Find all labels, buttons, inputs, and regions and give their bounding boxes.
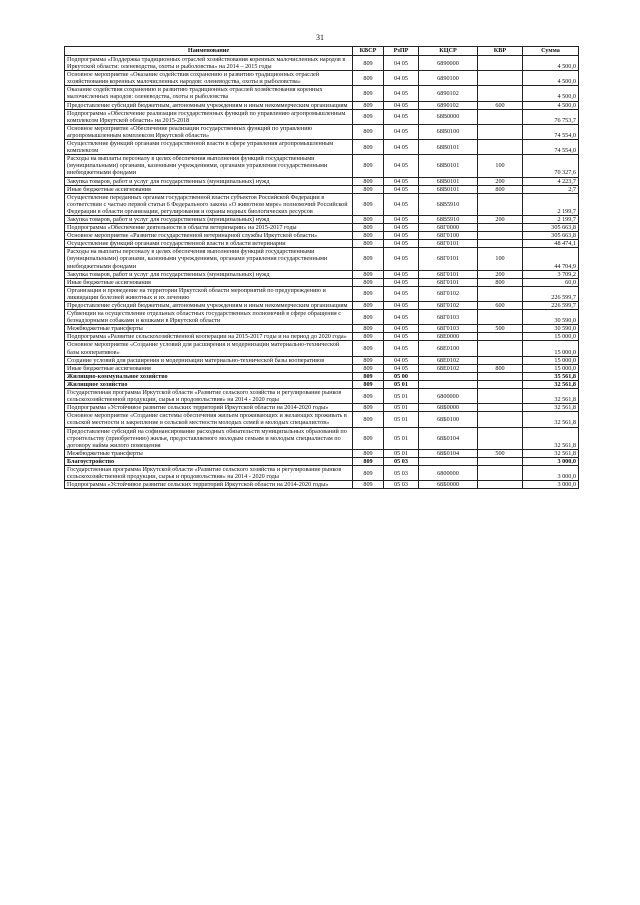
cell-name: Создание условий для расширения и модернизации материально-технической базы кооперативов — [65, 356, 353, 364]
table-row — [65, 224, 579, 232]
table-row — [65, 286, 579, 301]
cell-kvr: 800 — [478, 185, 523, 193]
cell-name: Подпрограмма «Обеспечение реализации государственных функций по управлению агропромышленным комплексом Иркутской области» на 2015-2018 — [65, 109, 353, 124]
cell-rzpr: 04 05 — [384, 101, 419, 109]
cell-sum: 30 590,0 — [523, 310, 579, 325]
table-row — [65, 325, 579, 333]
cell-name: Основное мероприятие «Создание условий для расширения и модернизации материально-технической базы кооперативов» — [65, 341, 353, 356]
cell-rzpr: 04 05 — [384, 240, 419, 248]
table-row — [65, 155, 579, 177]
cell-sum: 76 753,7 — [523, 109, 579, 124]
cell-rzpr: 04 05 — [384, 109, 419, 124]
cell-name: Осуществление переданных органам государственной власти субъектов Российской Федерации в соответствии с частью первой статьи 6 Федерального закона «О животном мире» полномочий Российской Федерации в области организации, регулирования и охраны водных биологических ресурсов — [65, 193, 353, 215]
header-sum: Сумма — [523, 47, 579, 56]
table-row — [65, 481, 579, 489]
cell-rzpr: 04 05 — [384, 185, 419, 193]
cell-kvsr: 809 — [353, 240, 384, 248]
cell-kcsr: 68E0102 — [419, 356, 478, 364]
cell-name: Иные бюджетные ассигнования — [65, 364, 353, 372]
cell-kcsr: 68Г0101 — [419, 240, 478, 248]
table-header-row — [65, 47, 579, 56]
cell-name: Подпрограмма «Развитие сельскохозяйственной кооперации на 2015-2017 годы и на период до 2020 года» — [65, 333, 353, 341]
cell-name: Подпрограмма «Устойчивое развитие сельских территорий Иркутской области на 2014-2020 годы» — [65, 404, 353, 412]
cell-kvr — [478, 389, 523, 404]
cell-kvsr: 809 — [353, 333, 384, 341]
cell-kvsr: 809 — [353, 364, 384, 372]
cell-name: Расходы на выплаты персоналу в целях обеспечения выполнения функций государственными (муниципальными) органами, казенными учреждениями, органами управления государственными внебюджетными фондами — [65, 155, 353, 177]
cell-rzpr: 04 05 — [384, 286, 419, 301]
cell-sum: 4 500,0 — [523, 86, 579, 101]
cell-kvsr: 809 — [353, 215, 384, 223]
cell-sum: 15 000,0 — [523, 341, 579, 356]
cell-name: Закупка товаров, работ и услуг для государственных (муниципальных) нужд — [65, 215, 353, 223]
table-row — [65, 270, 579, 278]
cell-sum: 3 000,0 — [523, 465, 579, 480]
cell-kvsr: 809 — [353, 457, 384, 465]
cell-kvsr: 809 — [353, 449, 384, 457]
cell-rzpr: 05 01 — [384, 427, 419, 449]
cell-kvsr: 809 — [353, 86, 384, 101]
cell-kvr — [478, 465, 523, 480]
cell-kvr: 100 — [478, 155, 523, 177]
cell-name: Закупка товаров, работ и услуг для государственных (муниципальных) нужд — [65, 177, 353, 185]
cell-kcsr: 68E0100 — [419, 341, 478, 356]
page-number: 31 — [316, 33, 324, 42]
cell-rzpr: 04 05 — [384, 325, 419, 333]
table-row — [65, 449, 579, 457]
cell-kvsr: 809 — [353, 356, 384, 364]
cell-kvsr: 809 — [353, 380, 384, 388]
cell-name: Предоставление субсидий на софинансирование расходных обязательств муниципальных образований по строительству (приобретению) жилья, предоставляемого молодым семьям и молодым специалистам по договору найма жилого помещения — [65, 427, 353, 449]
cell-kvr — [478, 286, 523, 301]
cell-name: Подпрограмма «Устойчивое развитие сельских территорий Иркутской области на 2014-2020 годы» — [65, 481, 353, 489]
cell-kcsr: 68Г0000 — [419, 224, 478, 232]
cell-kvsr: 809 — [353, 302, 384, 310]
cell-kvsr: 809 — [353, 341, 384, 356]
cell-kvr — [478, 356, 523, 364]
cell-kvsr: 809 — [353, 232, 384, 240]
cell-rzpr: 05 03 — [384, 465, 419, 480]
table-row — [65, 248, 579, 270]
table-row — [65, 177, 579, 185]
cell-kvr — [478, 412, 523, 427]
table-row — [65, 56, 579, 71]
cell-name: Жилищно-коммунальное хозяйство — [65, 372, 353, 380]
cell-sum: 305 663,8 — [523, 224, 579, 232]
cell-sum: 30 590,0 — [523, 325, 579, 333]
table-row — [65, 278, 579, 286]
cell-kcsr: 68Б0104 — [419, 427, 478, 449]
cell-kvr — [478, 333, 523, 341]
cell-kvr — [478, 232, 523, 240]
cell-kvr — [478, 341, 523, 356]
table-row — [65, 185, 579, 193]
cell-kcsr: 6890000 — [419, 56, 478, 71]
cell-name: Государственная программа Иркутской области «Развитие сельского хозяйства и регулирование рынков сельскохозяйственной продукции, сырья и продовольствия» на 2014 - 2020 годы — [65, 389, 353, 404]
cell-kvsr: 809 — [353, 389, 384, 404]
table-body — [65, 56, 579, 489]
cell-kvr — [478, 109, 523, 124]
cell-rzpr: 05 00 — [384, 372, 419, 380]
cell-kcsr: 68B0101 — [419, 177, 478, 185]
cell-sum: 44 704,9 — [523, 248, 579, 270]
cell-kvsr: 809 — [353, 177, 384, 185]
cell-sum: 32 561,8 — [523, 449, 579, 457]
cell-kcsr: 68Г0101 — [419, 270, 478, 278]
cell-kvsr: 809 — [353, 310, 384, 325]
cell-kvsr: 809 — [353, 71, 384, 86]
table-row — [65, 140, 579, 155]
table-row — [65, 465, 579, 480]
cell-name: Осуществление функций органами государственной власти в области ветеринарии — [65, 240, 353, 248]
cell-sum: 35 561,8 — [523, 372, 579, 380]
cell-rzpr: 04 05 — [384, 155, 419, 177]
cell-kvsr: 809 — [353, 278, 384, 286]
cell-kvr — [478, 193, 523, 215]
cell-kcsr: 68Г0102 — [419, 302, 478, 310]
cell-sum: 4 500,0 — [523, 101, 579, 109]
cell-name: Осуществление функций органами государственной власти в сфере управления агропромышленным комплексом — [65, 140, 353, 155]
cell-kvsr: 809 — [353, 412, 384, 427]
cell-kcsr: 68Б0100 — [419, 412, 478, 427]
cell-rzpr: 04 05 — [384, 193, 419, 215]
cell-kvsr: 809 — [353, 248, 384, 270]
cell-rzpr: 04 05 — [384, 333, 419, 341]
cell-name: Основное мероприятие «Обеспечение реализации государственных функций по управлению агропромышленным комплексом Иркутской области» — [65, 124, 353, 139]
cell-rzpr: 04 05 — [384, 177, 419, 185]
cell-name: Основное мероприятие «Развитие государственной ветеринарной службы Иркутской области» — [65, 232, 353, 240]
cell-kcsr: 68B0000 — [419, 109, 478, 124]
cell-kcsr: 68Б0000 — [419, 481, 478, 489]
cell-kvr — [478, 380, 523, 388]
table-row — [65, 427, 579, 449]
cell-name: Субвенции на осуществление отдельных областных государственных полномочий в сфере обращения с безнадзорными собаками и кошками в Иркутской области — [65, 310, 353, 325]
cell-name: Расходы на выплаты персоналу в целях обеспечения выполнения функций государственными (муниципальными) органами, казенными учреждениями, органами управления государственными внебюджетными фондами — [65, 248, 353, 270]
table-row — [65, 310, 579, 325]
cell-name: Предоставление субсидий бюджетным, автономным учреждениям и иным некоммерческим организациям — [65, 101, 353, 109]
table-row — [65, 364, 579, 372]
table-row — [65, 404, 579, 412]
cell-kcsr: 68Г0103 — [419, 310, 478, 325]
cell-sum: 2 199,7 — [523, 193, 579, 215]
cell-kcsr: 68Б0104 — [419, 449, 478, 457]
table-row — [65, 124, 579, 139]
table-row — [65, 412, 579, 427]
cell-kvsr: 809 — [353, 270, 384, 278]
cell-kcsr: 68E0102 — [419, 364, 478, 372]
cell-sum: 4 500,0 — [523, 56, 579, 71]
cell-rzpr: 04 05 — [384, 302, 419, 310]
cell-rzpr: 05 01 — [384, 412, 419, 427]
cell-name: Оказание содействия сохранению и развитию традиционных отраслей хозяйствования коренных малочисленных народов: оленеводства, охоты и рыболовства — [65, 86, 353, 101]
header-name: Наименование — [65, 47, 353, 56]
cell-kvr — [478, 404, 523, 412]
cell-sum: 32 561,8 — [523, 389, 579, 404]
cell-kvr: 800 — [478, 364, 523, 372]
cell-rzpr: 04 05 — [384, 232, 419, 240]
cell-rzpr: 04 05 — [384, 270, 419, 278]
cell-kcsr: 6890102 — [419, 101, 478, 109]
cell-kcsr: 68Г0100 — [419, 232, 478, 240]
cell-name: Благоустройство — [65, 457, 353, 465]
cell-sum: 3 709,2 — [523, 270, 579, 278]
cell-sum: 15 000,0 — [523, 333, 579, 341]
cell-rzpr: 04 05 — [384, 278, 419, 286]
cell-kcsr: 6800000 — [419, 465, 478, 480]
cell-sum: 226 599,7 — [523, 302, 579, 310]
table-row — [65, 333, 579, 341]
cell-kvr: 200 — [478, 177, 523, 185]
cell-name: Государственная программа Иркутской области «Развитие сельского хозяйства и регулирование рынков сельскохозяйственной продукции, сырья и продовольствия» на 2014 - 2020 годы — [65, 465, 353, 480]
cell-rzpr: 04 05 — [384, 248, 419, 270]
cell-kvr: 600 — [478, 101, 523, 109]
table-row — [65, 302, 579, 310]
cell-kvr — [478, 372, 523, 380]
cell-sum: 305 663,8 — [523, 232, 579, 240]
cell-name: Подпрограмма «Поддержка традиционных отраслей хозяйствования коренных малочисленных народов в Иркутской области: оленеводства, охоты и рыболовства» на 2014 – 2015 годы — [65, 56, 353, 71]
cell-kvsr: 809 — [353, 372, 384, 380]
cell-sum: 3 000,0 — [523, 457, 579, 465]
cell-rzpr: 05 03 — [384, 457, 419, 465]
cell-name: Иные бюджетные ассигнования — [65, 185, 353, 193]
cell-kcsr: 6890100 — [419, 71, 478, 86]
cell-kcsr: 68E0000 — [419, 333, 478, 341]
cell-kcsr: 68Г0102 — [419, 286, 478, 301]
cell-sum: 226 599,7 — [523, 286, 579, 301]
cell-rzpr: 05 01 — [384, 389, 419, 404]
cell-sum: 15 000,0 — [523, 356, 579, 364]
table-row — [65, 193, 579, 215]
cell-sum: 32 561,8 — [523, 380, 579, 388]
cell-kvr: 200 — [478, 215, 523, 223]
cell-name: Жилищное хозяйство — [65, 380, 353, 388]
cell-kvsr: 809 — [353, 101, 384, 109]
cell-name: Иные бюджетные ассигнования — [65, 278, 353, 286]
cell-kcsr: 68B0101 — [419, 155, 478, 177]
cell-kvsr: 809 — [353, 140, 384, 155]
cell-rzpr: 04 05 — [384, 215, 419, 223]
cell-kvsr: 809 — [353, 193, 384, 215]
cell-rzpr: 04 05 — [384, 86, 419, 101]
header-kvsr: КВСР — [353, 47, 384, 56]
cell-sum: 15 000,0 — [523, 364, 579, 372]
cell-sum: 60,0 — [523, 278, 579, 286]
cell-name: Основное мероприятие «Создание системы обеспечения жильем проживающих и желающих проживать в сельской местности и закрепление в сельской местности молодых семей и молодых специалистов» — [65, 412, 353, 427]
cell-rzpr: 04 05 — [384, 356, 419, 364]
table-row — [65, 380, 579, 388]
cell-kvr — [478, 56, 523, 71]
cell-kvr — [478, 240, 523, 248]
cell-name: Организация и проведение на территории Иркутской области мероприятий по предупреждению и ликвидации болезней животных и их лечению — [65, 286, 353, 301]
cell-kvsr: 809 — [353, 124, 384, 139]
cell-sum: 74 554,0 — [523, 124, 579, 139]
cell-sum: 48 474,1 — [523, 240, 579, 248]
cell-kvr — [478, 481, 523, 489]
cell-rzpr: 04 05 — [384, 124, 419, 139]
cell-kvsr: 809 — [353, 155, 384, 177]
cell-kvr — [478, 140, 523, 155]
table-row — [65, 356, 579, 364]
cell-name: Подпрограмма «Обеспечение деятельности в области ветеринарии» на 2015-2017 годы — [65, 224, 353, 232]
cell-name: Предоставление субсидий бюджетным, автономным учреждениям и иным некоммерческим организациям — [65, 302, 353, 310]
cell-rzpr: 05 01 — [384, 380, 419, 388]
cell-sum: 2,7 — [523, 185, 579, 193]
cell-name: Основное мероприятие «Оказание содействия сохранению и развитию традиционных отраслей хозяйствования коренных малочисленных народов: оленеводства, охоты и рыболовства» — [65, 71, 353, 86]
cell-name: Межбюджетные трансферты — [65, 449, 353, 457]
table-row — [65, 457, 579, 465]
cell-name: Межбюджетные трансферты — [65, 325, 353, 333]
cell-kvsr: 809 — [353, 465, 384, 480]
cell-sum: 32 561,8 — [523, 427, 579, 449]
cell-sum: 4 500,0 — [523, 71, 579, 86]
cell-kvsr: 809 — [353, 56, 384, 71]
cell-kcsr: 68Г0103 — [419, 325, 478, 333]
cell-rzpr: 04 05 — [384, 71, 419, 86]
cell-kvsr: 809 — [353, 224, 384, 232]
cell-kvsr: 809 — [353, 109, 384, 124]
cell-kvr: 800 — [478, 278, 523, 286]
cell-rzpr: 04 05 — [384, 140, 419, 155]
cell-kcsr: 6890102 — [419, 86, 478, 101]
cell-kcsr — [419, 457, 478, 465]
header-kcsr: КЦСР — [419, 47, 478, 56]
cell-rzpr: 04 05 — [384, 310, 419, 325]
table-row — [65, 232, 579, 240]
cell-sum: 32 561,8 — [523, 404, 579, 412]
cell-rzpr: 05 01 — [384, 449, 419, 457]
table-row — [65, 240, 579, 248]
cell-kvr — [478, 71, 523, 86]
cell-kvsr: 809 — [353, 325, 384, 333]
table-row — [65, 86, 579, 101]
cell-sum: 2 199,7 — [523, 215, 579, 223]
cell-sum: 74 554,0 — [523, 140, 579, 155]
cell-kvr — [478, 224, 523, 232]
cell-kvsr: 809 — [353, 286, 384, 301]
cell-kvsr: 809 — [353, 404, 384, 412]
cell-kcsr: 6800000 — [419, 389, 478, 404]
cell-kvr: 500 — [478, 449, 523, 457]
table-row — [65, 101, 579, 109]
table-row — [65, 71, 579, 86]
cell-rzpr: 04 05 — [384, 364, 419, 372]
cell-name: Закупка товаров, работ и услуг для государственных (муниципальных) нужд — [65, 270, 353, 278]
table-row — [65, 341, 579, 356]
cell-kvsr: 809 — [353, 481, 384, 489]
header-kvr: КВР — [478, 47, 523, 56]
header-rzpr: РзПР — [384, 47, 419, 56]
cell-kcsr: 68B5910 — [419, 215, 478, 223]
cell-kcsr: 68B5910 — [419, 193, 478, 215]
cell-kvr: 100 — [478, 248, 523, 270]
cell-kvr: 600 — [478, 302, 523, 310]
cell-kvr — [478, 86, 523, 101]
cell-sum: 3 000,0 — [523, 481, 579, 489]
cell-kvr — [478, 310, 523, 325]
cell-rzpr: 04 05 — [384, 224, 419, 232]
cell-kcsr — [419, 372, 478, 380]
cell-kvr: 200 — [478, 270, 523, 278]
cell-kvr — [478, 457, 523, 465]
cell-rzpr: 04 05 — [384, 341, 419, 356]
cell-kcsr: 68Б0000 — [419, 404, 478, 412]
cell-rzpr: 05 01 — [384, 404, 419, 412]
cell-kcsr: 68B0100 — [419, 124, 478, 139]
cell-kvsr: 809 — [353, 185, 384, 193]
cell-rzpr: 05 03 — [384, 481, 419, 489]
cell-sum: 70 327,6 — [523, 155, 579, 177]
cell-kcsr — [419, 380, 478, 388]
table-row — [65, 109, 579, 124]
cell-kvsr: 809 — [353, 427, 384, 449]
cell-kcsr: 68B0101 — [419, 185, 478, 193]
cell-kvr — [478, 124, 523, 139]
table-row — [65, 215, 579, 223]
cell-kcsr: 68Г0101 — [419, 278, 478, 286]
cell-kcsr: 68B0101 — [419, 140, 478, 155]
cell-sum: 4 223,7 — [523, 177, 579, 185]
cell-kvr: 500 — [478, 325, 523, 333]
cell-sum: 32 561,8 — [523, 412, 579, 427]
budget-table — [64, 46, 579, 489]
cell-rzpr: 04 05 — [384, 56, 419, 71]
table-row — [65, 372, 579, 380]
cell-kcsr: 68Г0101 — [419, 248, 478, 270]
table-row — [65, 389, 579, 404]
cell-kvr — [478, 427, 523, 449]
